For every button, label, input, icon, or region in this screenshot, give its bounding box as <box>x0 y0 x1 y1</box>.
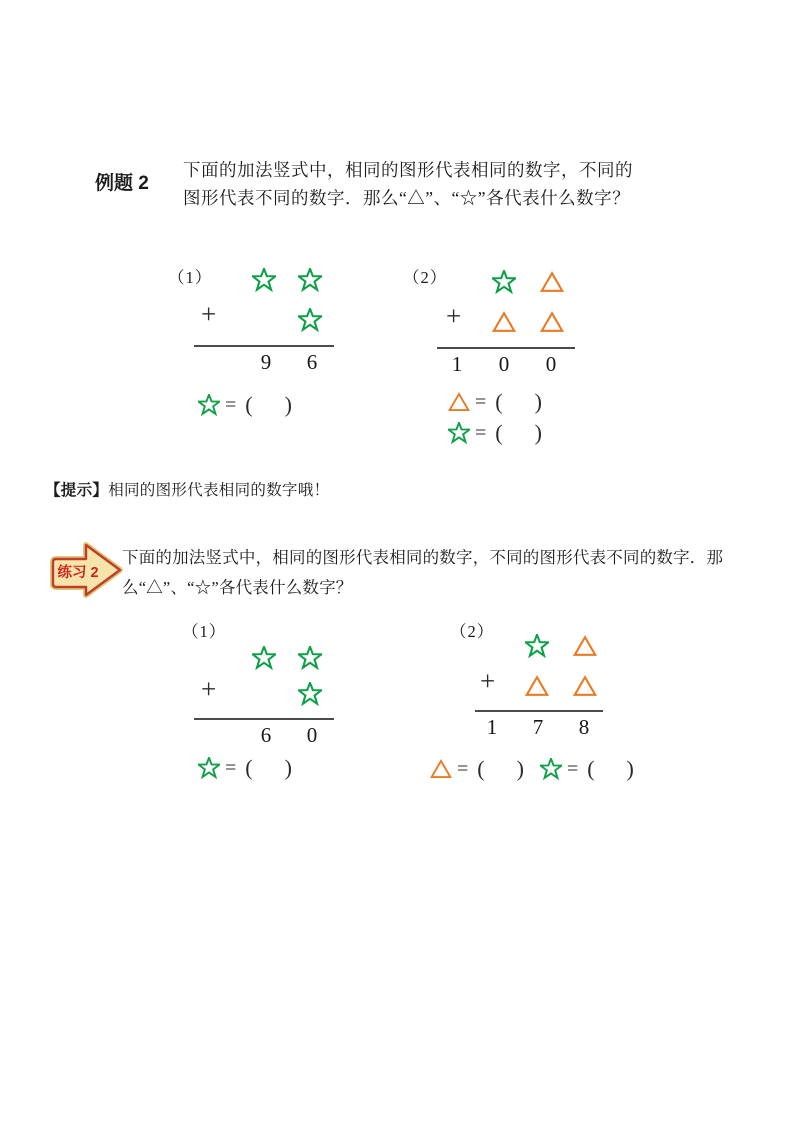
paren-open: ( <box>477 756 485 781</box>
sum-digit: 0 <box>306 723 318 747</box>
hint-text: 相同的图形代表相同的数字哦！ <box>108 482 330 499</box>
plus-sign: + <box>446 301 462 331</box>
sum-rule <box>194 718 334 720</box>
plus-sign: + <box>201 674 217 704</box>
equals-sign: = <box>225 756 237 779</box>
paren-open: ( <box>245 755 253 780</box>
star-icon <box>198 757 220 779</box>
practice-problem-1 <box>168 616 353 796</box>
triangle-icon <box>448 391 470 413</box>
example-problem-2 <box>403 262 598 462</box>
star-icon <box>198 394 220 416</box>
problem-label: （2） <box>450 622 495 641</box>
practice-badge-label: 练习 2 <box>57 565 99 581</box>
triangle-icon <box>492 310 516 334</box>
problem-label: （2） <box>403 268 448 287</box>
practice-badge <box>50 539 124 599</box>
practice-question-line1: 下面的加法竖式中，相同的图形代表相同的数字，不同的图形代表不同的数字．那 <box>122 548 724 567</box>
sum-digit: 6 <box>306 350 318 374</box>
paren-open: ( <box>495 420 503 445</box>
example-question-line1: 下面的加法竖式中，相同的图形代表相同的数字，不同的 <box>183 160 633 180</box>
sum-digit: 0 <box>498 352 510 376</box>
triangle-icon <box>573 634 597 658</box>
plus-sign: + <box>201 299 217 329</box>
star-icon <box>252 268 276 292</box>
paren-close: ) <box>284 755 292 780</box>
problem-label: （1） <box>182 622 227 641</box>
triangle-icon <box>540 270 564 294</box>
equals-sign: = <box>475 390 487 413</box>
sum-digit: 8 <box>578 715 590 739</box>
star-icon <box>540 758 562 780</box>
practice-question-line2: 么“△”、“☆”各代表什么数字？ <box>122 578 353 597</box>
sum-rule <box>194 345 334 347</box>
triangle-icon <box>540 310 564 334</box>
answer-blank-row <box>430 756 634 782</box>
star-icon <box>448 422 470 444</box>
star-icon <box>492 270 516 294</box>
sum-digit: 1 <box>486 715 498 739</box>
paren-close: ) <box>284 392 292 417</box>
answer-blank-star <box>198 392 292 418</box>
sum-digit: 7 <box>532 715 544 739</box>
example-heading: 例题 2 <box>95 173 149 194</box>
sum-digit: 1 <box>451 352 463 376</box>
equals-sign: = <box>457 757 469 780</box>
problem-label: （1） <box>168 268 213 287</box>
paren-open: ( <box>587 756 595 781</box>
triangle-icon <box>430 758 452 780</box>
example-question <box>183 157 633 212</box>
paren-close: ) <box>534 389 542 414</box>
equals-sign: = <box>566 757 579 780</box>
star-icon <box>298 268 322 292</box>
plus-sign: + <box>480 666 496 696</box>
triangle-icon <box>525 674 549 698</box>
star-icon <box>298 646 322 670</box>
equals-sign: = <box>475 421 487 444</box>
hint-line <box>45 478 329 500</box>
sum-digit: 0 <box>545 352 557 376</box>
paren-open: ( <box>495 389 503 414</box>
paren-close: ) <box>626 756 634 781</box>
practice-problem-2 <box>428 616 648 796</box>
practice-question <box>122 543 723 603</box>
sum-rule <box>475 710 603 712</box>
paren-close: ) <box>516 756 524 781</box>
sum-rule <box>437 347 575 349</box>
star-icon <box>525 634 549 658</box>
example-question-line2: 图形代表不同的数字．那么“△”、“☆”各代表什么数字？ <box>183 187 631 208</box>
example-problem-1 <box>168 262 353 437</box>
answer-blank-star <box>448 420 542 446</box>
star-icon <box>252 646 276 670</box>
hint-label: 【提示】 <box>45 482 109 499</box>
star-icon <box>298 682 322 706</box>
answer-blank-star <box>198 755 292 781</box>
paren-open: ( <box>245 392 253 417</box>
star-icon <box>298 308 322 332</box>
sum-digit: 6 <box>260 723 272 747</box>
paren-close: ) <box>534 420 542 445</box>
sum-digit: 9 <box>260 350 272 374</box>
answer-blank-triangle <box>448 389 542 415</box>
triangle-icon <box>573 674 597 698</box>
equals-sign: = <box>225 393 237 416</box>
